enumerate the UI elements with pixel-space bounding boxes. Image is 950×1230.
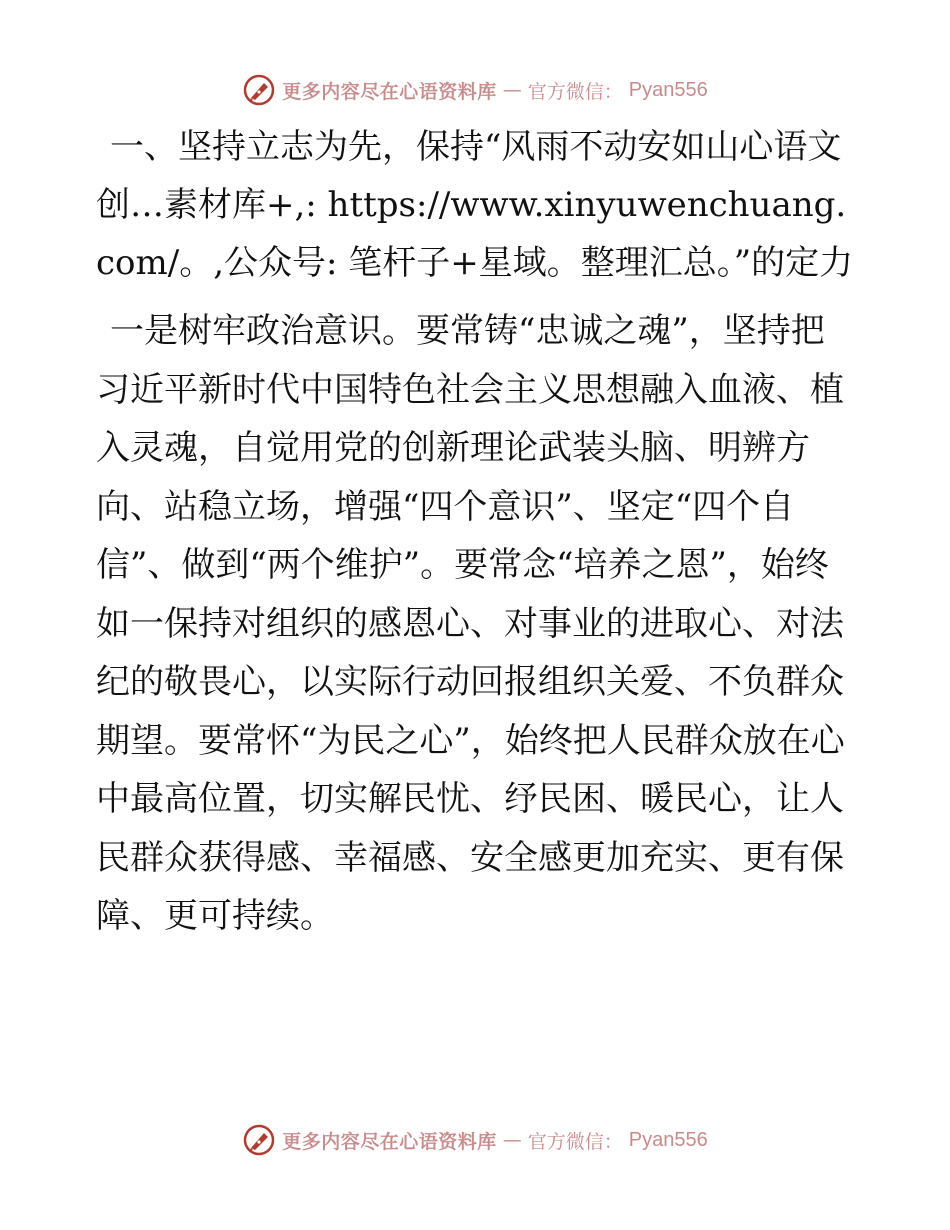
watermark-separator: — [502,1129,522,1151]
footer-watermark [0,1120,950,1160]
section-heading: 一、坚持立志为先，保持“风雨不动安如山心语文创…素材库+,: https://www.xinyuwenchuang.com/。,公众号: 笔杆子+星域。整理汇总。”的定力 [96,127,854,283]
pen-nib-circle-icon [242,1123,276,1157]
watermark-wechat-id: Pyan556 [628,78,708,101]
watermark-sub-text: 官方微信： [527,1130,623,1153]
watermark-main-text: 更多内容尽在心语资料库 [282,1130,497,1153]
watermark-wechat-id: Pyan556 [628,1128,708,1151]
watermark-sub-text: 官方微信： [527,80,623,103]
watermark-main-text: 更多内容尽在心语资料库 [282,80,497,103]
document-body [96,118,856,946]
header-watermark [0,70,950,110]
body-paragraph: 一是树牢政治意识。要常铸“忠诚之魂”，坚持把习近平新时代中国特色社会主义思想融入血液、植入灵魂，自觉用党的创新理论武装头脑、明辨方向、站稳立场，增强“四个意识”、坚定“四个自信”、做到“两个维护”。要常念“培养之恩”，始终如一保持对组织的感恩心、对事业的进取心、对法纪的敬畏心，以实际行动回报组织关爱、不负群众期望。要常怀“为民之心”，始终把人民群众放在心中最高位置，切实解民忧、纾民困、暖民心，让人民群众获得感、幸福感、安全感更加充实、更有保障、更可持续。 [96,311,845,936]
watermark-separator: — [502,79,522,101]
pen-nib-circle-icon [242,73,276,107]
